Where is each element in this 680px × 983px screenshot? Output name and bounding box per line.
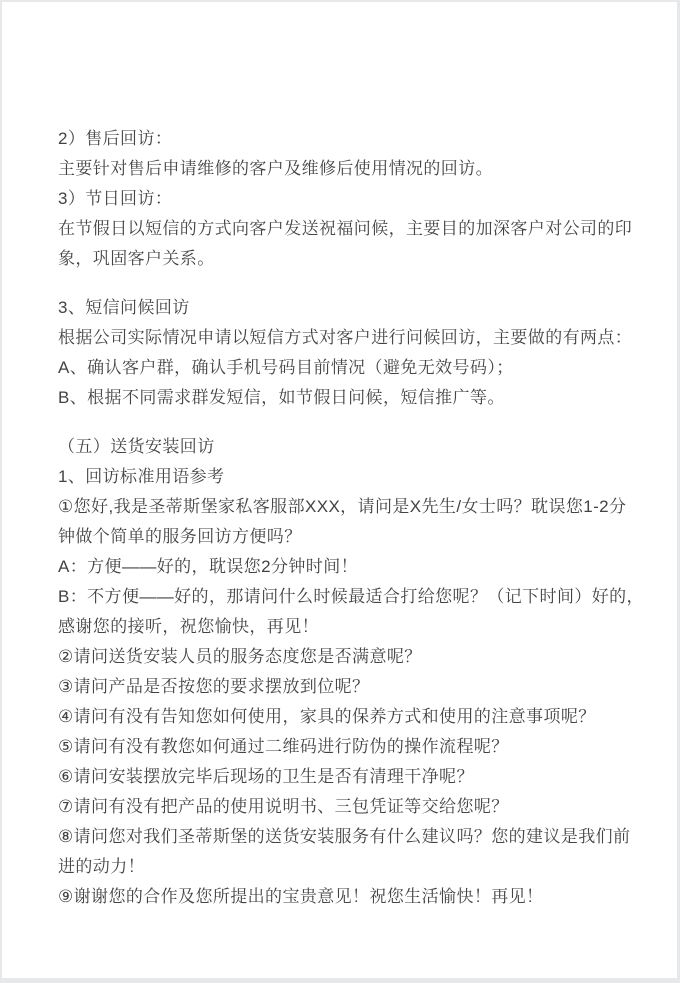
text-line: ②请问送货安装人员的服务态度您是否满意呢？ — [58, 647, 422, 666]
text-line: A：方便——好的，耽误您2分钟时间！ — [58, 557, 358, 576]
text-line: B、根据不同需求群发短信，如节假日问候，短信推广等。 — [58, 388, 505, 407]
text-line: A、确认客户群，确认手机号码目前情况（避免无效号码）； — [58, 358, 514, 377]
text-line: B：不方便——好的，那请问什么时候最适合打给您呢？（记下时间）好的， — [58, 587, 644, 606]
text-line: 2）售后回访： — [58, 129, 173, 148]
text-line: ④请问有没有告知您如何使用，家具的保养方式和使用的注意事项呢？ — [58, 707, 596, 726]
text-line: ⑦请问有没有把产品的使用说明书、三包凭证等交给您呢？ — [58, 797, 509, 816]
text-line: ③请问产品是否按您的要求摆放到位呢？ — [58, 677, 370, 696]
text-line: 钟做个简单的服务回访方便吗？ — [58, 527, 302, 546]
text-line: 主要针对售后申请维修的客户及维修后使用情况的回访。 — [58, 159, 493, 178]
text-line: ⑧请问您对我们圣蒂斯堡的送货安装服务有什么建议吗？您的建议是我们前 — [58, 827, 631, 846]
text-line: 在节假日以短信的方式向客户发送祝福问候，主要目的加深客户对公司的印 — [58, 219, 633, 238]
text-line: ⑤请问有没有教您如何通过二维码进行防伪的操作流程呢？ — [58, 737, 509, 756]
text-line: ⑥请问安装摆放完毕后现场的卫生是否有清理干净呢？ — [58, 767, 474, 786]
text-line: 进的动力！ — [58, 857, 145, 876]
text-line: ①您好,我是圣蒂斯堡家私客服部XXX，请问是X先生/女士吗？耽误您1-2分 — [58, 497, 627, 516]
text-line: 3、短信问候回访 — [58, 298, 190, 317]
text-line: 根据公司实际情况申请以短信方式对客户进行问候回访，主要做的有两点： — [58, 328, 633, 347]
text-line: 1、回访标准用语参考 — [58, 467, 225, 486]
text-line: 3）节日回访： — [58, 189, 173, 208]
text-line: 感谢您的接听，祝您愉快，再见！ — [58, 617, 319, 636]
text-line: （五）送货安装回访 — [58, 437, 215, 456]
document-body — [58, 124, 644, 912]
document-page — [2, 2, 677, 978]
text-line: 象，巩固客户关系。 — [58, 249, 215, 268]
text-line: ⑨谢谢您的合作及您所提出的宝贵意见！祝您生活愉快！再见！ — [58, 887, 544, 906]
